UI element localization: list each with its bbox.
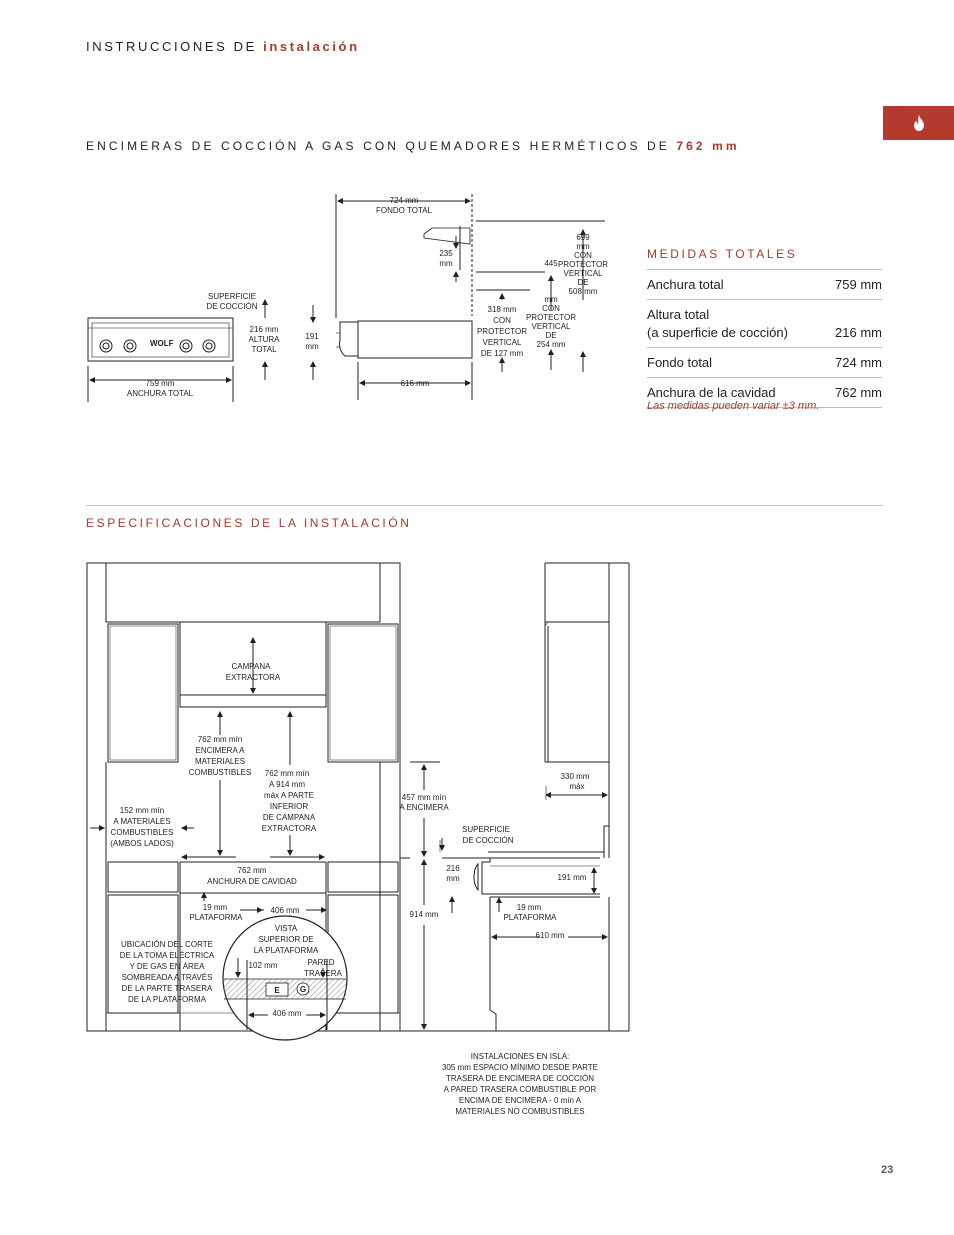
label-ubicacion-line: DE LA PLATAFORMA (128, 995, 206, 1004)
label-762-min: 762 mm mín (197, 735, 243, 744)
medidas-value: 759 mm (835, 277, 882, 292)
label-de-coccion-2: DE COCCIÓN (462, 836, 514, 845)
label-699-line: PROTECTOR (557, 260, 609, 269)
wolf-logo: WOLF (150, 339, 174, 348)
label-pared: PARED (307, 958, 335, 967)
label-102: 102 mm (248, 961, 278, 970)
label-235-mm: mm (439, 259, 453, 268)
label-altura: ALTURA (248, 335, 280, 344)
label-vista-line: SUPERIOR DE (258, 935, 314, 944)
label-699-line: 508 mm (568, 287, 598, 296)
label-406-inset: 406 mm (272, 1009, 302, 1018)
label-isla-line: A PARED TRASERA COMBUSTIBLE POR (443, 1085, 597, 1094)
label-445: 445 (544, 259, 558, 268)
medidas-label-line1: Altura total (647, 307, 710, 322)
diagram1-side-view (336, 194, 605, 400)
label-406: 406 mm (270, 906, 300, 915)
label-ubicacion-line: Y DE GAS EN ÁREA (129, 962, 205, 971)
label-trasera: TRASERA (304, 969, 342, 978)
label-a-encimera: A ENCIMERA (399, 803, 449, 812)
label-vista-line: LA PLATAFORMA (253, 946, 319, 955)
label-216-side: 216 (446, 864, 460, 873)
label-445-line: 254 mm (536, 340, 566, 349)
medidas-label: Anchura total (647, 277, 724, 292)
medidas-label: Anchura de la cavidad (647, 385, 776, 400)
label-191: 191 (305, 332, 319, 341)
label-724: 724 mm (389, 196, 419, 205)
label-699: 699 (576, 233, 590, 242)
label-total: TOTAL (251, 345, 277, 354)
label-plataforma: PLATAFORMA (189, 913, 243, 922)
header-prefix: INSTRUCCIONES DE (86, 39, 264, 54)
electric-box-label: E (274, 986, 280, 995)
label-ubicacion: UBICACIÓN DEL CORTE (120, 940, 214, 949)
label-152-line: A MATERIALES (113, 817, 171, 826)
label-superficie: SUPERFICIE (207, 292, 257, 301)
label-318-line: PROTECTOR (476, 327, 528, 336)
label-19: 19 mm (202, 903, 228, 912)
label-vista: VISTA (274, 924, 298, 933)
label-318-line: DE 127 mm (480, 349, 524, 358)
page-number: 23 (881, 1164, 894, 1176)
label-445-line: CON (542, 304, 560, 313)
label-19-side: 19 mm (516, 903, 542, 912)
label-ubicacion-line: SOMBREADA A TRAVÉS (121, 973, 213, 982)
label-699-line: VERTICAL (563, 269, 603, 278)
label-216-side-mm: mm (446, 874, 460, 883)
label-hood-line: INFERIOR (269, 802, 309, 811)
label-ubicacion-line: DE LA PARTE TRASERA (121, 984, 213, 993)
label-hood-line: máx A PARTE (264, 791, 314, 800)
label-445-line: PROTECTOR (525, 313, 577, 322)
gas-box-label: G (299, 985, 307, 994)
medidas-label: Fondo total (647, 355, 713, 370)
label-isla-line: TRASERA DE ENCIMERA DE COCCIÓN (445, 1074, 595, 1083)
label-isla: INSTALACIONES EN ISLA: (470, 1052, 570, 1061)
label-152-line: COMBUSTIBLES (110, 828, 174, 837)
label-330-max: máx (569, 782, 585, 791)
section2-title: ESPECIFICACIONES DE LA INSTALACIÓN (86, 516, 412, 530)
label-914: 914 mm (409, 910, 439, 919)
label-extractora: EXTRACTORA (225, 673, 281, 682)
label-699-line: mm (576, 242, 590, 251)
label-hood-line: EXTRACTORA (261, 824, 317, 833)
label-762-cavity: 762 mm (237, 866, 267, 875)
medidas-value: 216 mm (835, 325, 882, 340)
label-330: 330 mm (560, 772, 590, 781)
label-762-line: ENCIMERA A (195, 746, 245, 755)
label-anchura-total: ANCHURA TOTAL (126, 389, 194, 398)
label-191-side: 191 mm (557, 873, 587, 882)
label-fondo-total: FONDO TOTAL (375, 206, 433, 215)
diagram1-labels (127, 196, 608, 398)
label-152: 152 mm mín (119, 806, 165, 815)
medidas-label-line2: (a superficie de cocción) (647, 325, 788, 340)
medidas-value: 724 mm (835, 355, 882, 370)
label-445-line: DE (545, 331, 557, 340)
label-457: 457 mm mín (401, 793, 447, 802)
label-445-line: VERTICAL (531, 322, 571, 331)
label-hood-line: DE CAMPANA (262, 813, 316, 822)
label-318-line: VERTICAL (482, 338, 522, 347)
label-anchura-cavidad: ANCHURA DE CAVIDAD (207, 877, 297, 886)
section1-title-highlight: 762 mm (676, 139, 740, 153)
label-759: 759 mm (145, 379, 175, 388)
diagram1-front-view (88, 300, 313, 402)
label-216: 216 mm (249, 325, 279, 334)
header-highlight: instalación (263, 39, 360, 54)
label-de-coccion: DE COCCIÓN (206, 302, 258, 311)
label-152-line: (AMBOS LADOS) (110, 839, 174, 848)
label-318: 318 mm (487, 305, 517, 314)
label-isla-line: 305 mm ESPACIO MÍNIMO DESDE PARTE (441, 1063, 599, 1072)
label-superficie-2: SUPERFICIE (461, 825, 511, 834)
label-campana: CAMPANA (231, 662, 271, 671)
label-762-line: COMBUSTIBLES (188, 768, 252, 777)
label-hood-height: 762 mm mín (264, 769, 310, 778)
label-699-line: DE (577, 278, 589, 287)
label-191-mm: mm (305, 342, 319, 351)
label-hood-line: A 914 mm (268, 780, 306, 789)
label-616: 616 mm (400, 379, 430, 388)
label-699-line: CON (574, 251, 592, 260)
label-plataforma-side: PLATAFORMA (503, 913, 557, 922)
diagram2-side-labels (399, 772, 598, 1116)
medidas-title: MEDIDAS TOTALES (647, 247, 798, 261)
label-610: 610 mm (535, 931, 565, 940)
label-445-line: mm (544, 295, 558, 304)
label-235: 235 (439, 249, 453, 258)
label-isla-line: ENCIMA DE ENCIMERA - 0 mín A (458, 1096, 582, 1105)
label-762-line: MATERIALES (194, 757, 246, 766)
section1-title-prefix: ENCIMERAS DE COCCIÓN A GAS CON QUEMADORES HERMÉTICOS DE (86, 139, 677, 153)
label-isla-line: MATERIALES NO COMBUSTIBLES (455, 1107, 585, 1116)
label-318-line: CON (493, 316, 511, 325)
medidas-note: Las medidas pueden variar ±3 mm. (647, 400, 820, 412)
medidas-value: 762 mm (835, 385, 882, 400)
label-ubicacion-line: DE LA TOMA ELÉCTRICA (119, 951, 215, 960)
